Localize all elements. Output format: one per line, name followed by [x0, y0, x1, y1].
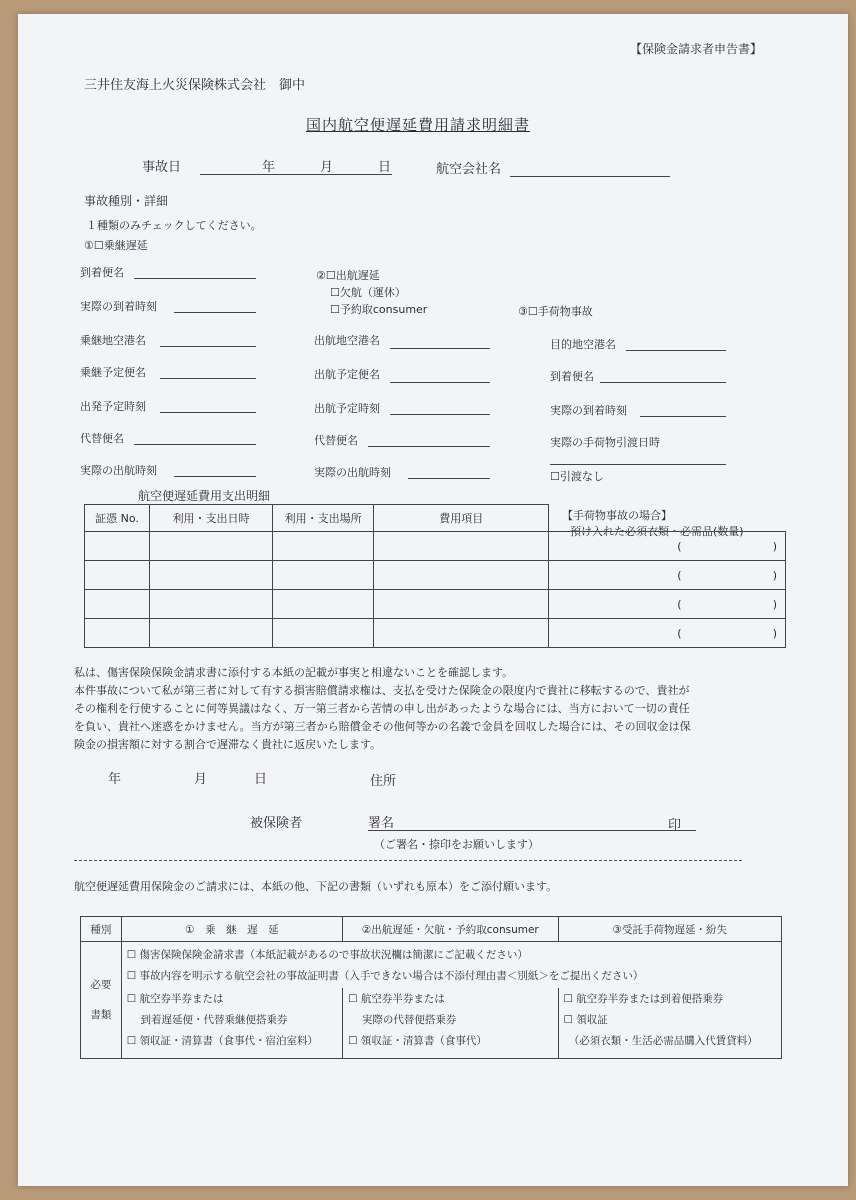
baggage-qty-cell[interactable] [549, 619, 786, 648]
expense-item-header: 費用項目 [374, 505, 549, 532]
baggage-header-1: 【手荷物事故の場合】 [562, 509, 672, 522]
overbooking-checkbox[interactable]: ☐予約取consumer [330, 303, 428, 316]
documents-body-row [81, 988, 782, 1059]
baggage-header-2: 預け入れた必須衣類・必需品(数量) [570, 525, 744, 538]
paren-open: ( [677, 597, 682, 611]
doc-item: （必須衣類・生活必需品購入代賃貸料） [563, 1035, 758, 1047]
col1-field-input[interactable] [134, 444, 256, 445]
baggage-header: ③受託手荷物遅延・紛失 [558, 917, 782, 942]
doc-item[interactable]: ☐ 領収証 [563, 1014, 608, 1026]
col1-field-input[interactable] [134, 278, 256, 279]
col1-field-label: 乗継地空港名 [80, 334, 146, 347]
col2-field-input[interactable] [368, 446, 490, 447]
paren-close: ) [772, 597, 777, 611]
col3-field-label: 実際の手荷物引渡日時 [550, 436, 660, 449]
baggage-qty-cell[interactable] [549, 561, 786, 590]
doc-item[interactable]: ☐ 航空券半券または到着便搭乗券 [563, 993, 724, 1005]
departure-header: ②出航遅延・欠航・予約取consumer [343, 917, 558, 942]
col1-field-label: 到着便名 [80, 266, 124, 279]
table-cell[interactable] [85, 619, 150, 648]
expense-heading: 航空便遅延費用支出明細 [138, 489, 271, 503]
seal-label: 印 [668, 818, 682, 833]
signature-label: 署名 [368, 816, 395, 831]
addressee: 三井住友海上火災保険株式会社 御中 [84, 78, 306, 93]
no-delivery-checkbox[interactable]: ☐引渡なし [550, 470, 604, 483]
declaration-para-line: その権利を行使することに何等異議はなく、万一第三者から苦情の申し出があったような場合には、当方において一切の責任 [74, 702, 690, 715]
accident-date-field[interactable] [200, 174, 392, 175]
table-cell[interactable] [85, 532, 150, 561]
transfer-delay-checkbox[interactable]: ①☐乗継遅延 [84, 239, 148, 252]
col2-field-input[interactable] [390, 414, 490, 415]
declaration-line: 私は、傷害保険保険金請求書に添付する本紙の記載が事実と相違ないことを確認します。 [74, 666, 514, 679]
required-docs-label [81, 942, 122, 1059]
datetime-header: 利用・支出日時 [150, 505, 273, 532]
col1-field-input[interactable] [160, 412, 256, 413]
col3-field-input[interactable] [640, 416, 726, 417]
documents-intro: 航空便遅延費用保険金のご請求には、本紙の他、下記の書類（いずれも原本）をご添付願います。 [74, 880, 558, 893]
expense-table [84, 504, 786, 648]
col1-field-input[interactable] [160, 378, 256, 379]
accident-year-label: 年 [262, 160, 276, 175]
baggage-qty-cell[interactable] [549, 590, 786, 619]
table-cell[interactable] [374, 619, 549, 648]
col1-field-input[interactable] [160, 346, 256, 347]
declaration-para-line: 本件事故について私が第三者に対して有する損害賠償請求権は、支払を受けた保険金の限度内で貴社に移転するので、貴社が [74, 684, 690, 697]
table-cell[interactable] [150, 590, 273, 619]
side-label: 書類 [90, 1009, 112, 1021]
col1-field-label: 代替便名 [80, 432, 124, 445]
table-row [85, 532, 786, 561]
col2-field-label: 出航予定便名 [314, 368, 380, 381]
airline-field[interactable] [510, 176, 670, 177]
documents-header-row [81, 917, 782, 942]
type-heading: 事故種別・詳細 [84, 194, 169, 208]
table-cell[interactable] [374, 561, 549, 590]
table-cell[interactable] [150, 532, 273, 561]
cut-line [74, 860, 742, 861]
sign-day-label: 日 [254, 772, 268, 787]
signature-note: （ご署名・捺印をお願いします） [374, 838, 539, 851]
form-type-label: 【保険金請求者申告書】 [630, 42, 763, 56]
col3-field-input[interactable] [626, 350, 726, 351]
table-row [85, 561, 786, 590]
sign-year-label: 年 [108, 772, 122, 787]
accident-month-label: 月 [320, 160, 334, 175]
col3-field-input[interactable] [550, 464, 726, 465]
doc-item[interactable]: ☐ 事故内容を明示する航空会社の事故証明書（入手できない場合は不添付理由書＜別紙＞をご提出ください） [126, 970, 644, 982]
paren-open: ( [677, 626, 682, 640]
paren-open: ( [677, 539, 682, 553]
col1-field-label: 実際の出航時刻 [80, 464, 157, 477]
form-sheet [18, 14, 848, 1186]
insured-label: 被保険者 [250, 816, 303, 831]
table-cell[interactable] [273, 590, 374, 619]
col1-field-input[interactable] [174, 312, 256, 313]
type-instruction: １種類のみチェックしてください。 [86, 219, 262, 232]
col2-field-label: 代替便名 [314, 434, 358, 447]
table-cell[interactable] [85, 561, 150, 590]
table-cell[interactable] [273, 619, 374, 648]
place-header: 利用・支出場所 [273, 505, 374, 532]
col2-field-input[interactable] [390, 382, 490, 383]
accident-day-label: 日 [378, 160, 392, 175]
signature-field[interactable] [368, 830, 696, 831]
receipt-no-header: 証憑 No. [85, 505, 150, 532]
col1-field-label: 乗継予定便名 [80, 366, 146, 379]
col3-field-input[interactable] [600, 382, 726, 383]
documents-body-row [81, 942, 782, 989]
declaration-para-line: 険金の損害額に対する割合で遅滞なく貴社に返戻いたします。 [74, 738, 382, 751]
form-title: 国内航空便遅延費用請求明細書 [306, 116, 531, 134]
departure-delay-checkbox[interactable]: ②☐出航遅延 [316, 269, 380, 282]
transfer-docs-cell [121, 988, 342, 1059]
table-cell[interactable] [150, 561, 273, 590]
doc-item[interactable]: ☐ 航空券半券または [348, 993, 445, 1005]
common-docs-cell [121, 942, 781, 989]
table-cell[interactable] [150, 619, 273, 648]
paren-close: ) [772, 568, 777, 582]
baggage-header-cell [549, 505, 786, 532]
col3-field-label: 実際の到着時刻 [550, 404, 627, 417]
doc-item[interactable]: ☐ 傷害保険保険金請求書（本紙記載があるので事故状況欄は簡潔にご記載ください） [126, 949, 528, 961]
col2-field-input[interactable] [390, 348, 490, 349]
col2-field-label: 出航地空港名 [314, 334, 380, 347]
doc-item: 実際の代替便搭乗券 [348, 1014, 457, 1026]
table-row [85, 619, 786, 648]
col1-field-input[interactable] [174, 476, 256, 477]
table-cell[interactable] [273, 561, 374, 590]
documents-table [80, 916, 782, 1059]
table-row [85, 590, 786, 619]
doc-item: 到着遅延便・代替乗継便搭乗券 [126, 1014, 288, 1026]
doc-item[interactable]: ☐ 領収証・清算書（食事代・宿泊室料） [126, 1035, 318, 1047]
col1-field-label: 実際の到着時刻 [80, 300, 157, 313]
sign-month-label: 月 [194, 772, 208, 787]
transfer-header: ① 乗 継 遅 延 [121, 917, 342, 942]
paren-close: ) [772, 626, 777, 640]
table-cell[interactable] [374, 532, 549, 561]
table-cell[interactable] [85, 590, 150, 619]
table-cell[interactable] [374, 590, 549, 619]
type-header: 種別 [81, 917, 122, 942]
address-label: 住所 [370, 774, 397, 789]
col2-field-label: 実際の出航時刻 [314, 466, 391, 479]
side-label: 必要 [90, 979, 112, 991]
accident-date-label: 事故日 [142, 160, 182, 175]
doc-item[interactable]: ☐ 領収証・清算書（食事代） [348, 1035, 487, 1047]
airline-label: 航空会社名 [436, 162, 502, 177]
departure-docs-cell [343, 988, 558, 1059]
baggage-qty-cell[interactable] [549, 532, 786, 561]
baggage-docs-cell [558, 988, 782, 1059]
paren-close: ) [772, 539, 777, 553]
paren-open: ( [677, 568, 682, 582]
declaration-para-line: を負い、貴社へ迷惑をかけません。当方が第三者から賠償金その他何等かの名義で金員を回収した場合には、その回収金は保 [74, 720, 691, 733]
expense-header-row [85, 505, 786, 532]
col2-field-label: 出航予定時刻 [314, 402, 380, 415]
cancellation-checkbox[interactable]: ☐欠航（運休） [330, 286, 406, 299]
table-cell[interactable] [273, 532, 374, 561]
col3-field-label: 到着便名 [550, 370, 594, 383]
col1-field-label: 出発予定時刻 [80, 400, 146, 413]
baggage-accident-checkbox[interactable]: ③☐手荷物事故 [518, 305, 593, 318]
doc-item[interactable]: ☐ 航空券半券または [126, 993, 224, 1005]
col2-field-input[interactable] [408, 478, 490, 479]
col3-field-label: 目的地空港名 [550, 338, 616, 351]
